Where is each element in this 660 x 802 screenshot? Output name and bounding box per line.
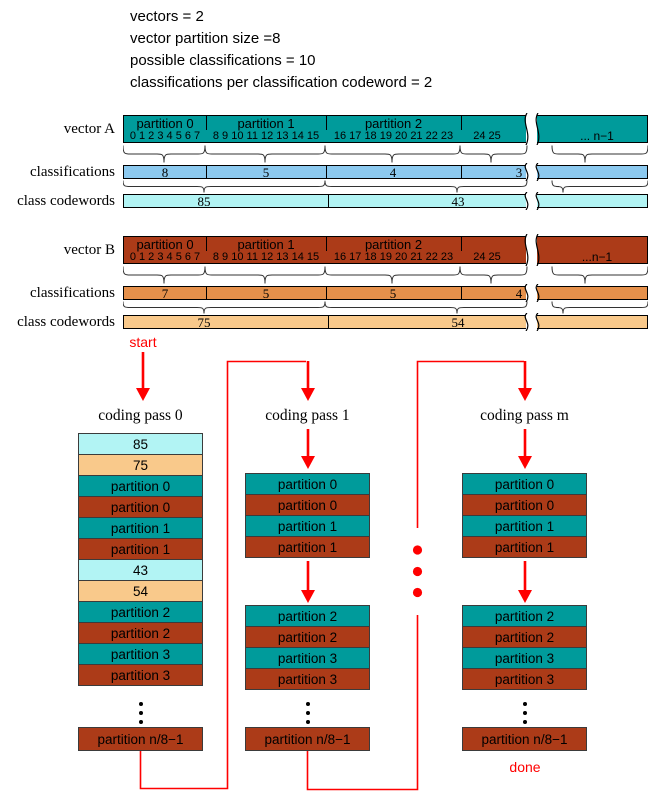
flow-arrow-down [300,361,316,401]
classifications-label-a: classifications [30,164,115,180]
partition-label: partition 0 [136,237,194,252]
codeword-value: 43 [451,194,465,209]
classification-value: 4 [515,286,523,301]
param-possible-classifications: possible classifications = 10 [130,52,316,69]
flow-box: partition 3 [462,668,587,690]
codeword-value: 54 [451,315,465,330]
class-codewords-label-b: class codewords [17,314,115,330]
classification-value: 4 [389,165,397,180]
flow-box: 54 [78,580,203,602]
vector-tail-label: ...n−1 [581,250,613,264]
vector-tail-label: ... n−1 [580,129,614,143]
codeword-value: 85 [197,194,211,209]
flow-box: partition 0 [245,473,370,495]
extra-sample-numbers: 24 25 [473,130,501,142]
flow-box: partition 1 [462,515,587,537]
partition-sample-numbers: 16 17 18 19 20 21 22 23 [333,251,454,263]
partition-label: partition 0 [136,116,194,131]
partition-label: partition 2 [364,237,423,252]
param-vectors: vectors = 2 [130,8,204,25]
classifications-label-b: classifications [30,285,115,301]
flow-box: partition 0 [245,494,370,516]
flow-box: partition 0 [78,496,203,518]
flow-box: partition 3 [78,664,203,686]
flow-box: partition 2 [245,626,370,648]
flow-box: partition 0 [78,475,203,497]
classification-value: 8 [161,165,169,180]
partition-label: partition 1 [237,237,295,252]
flow-box: partition 3 [462,647,587,669]
partition-sample-numbers: 8 9 10 11 12 13 14 15 [212,251,320,263]
coding-pass-1-group-0 [245,473,370,558]
vector-b-label: vector B [63,242,115,258]
flow-box: 85 [78,433,203,455]
flow-box: partition 1 [462,536,587,558]
flow-box: partition 1 [245,515,370,537]
coding-pass-1-group-1 [245,605,370,690]
flow-box: partition 2 [78,622,203,644]
flow-arrow-down [517,361,533,401]
partition-sample-numbers: 8 9 10 11 12 13 14 15 [212,130,320,142]
classification-value: 7 [161,286,169,301]
flow-arrow-down [517,561,533,603]
class-codewords-label-a: class codewords [17,193,115,209]
partition-sample-numbers: 0 1 2 3 4 5 6 7 [129,130,201,142]
partition-sample-numbers: 16 17 18 19 20 21 22 23 [333,130,454,142]
flow-box: partition 2 [462,605,587,627]
done-label: done [509,759,541,775]
pass-ellipsis-red-dot [413,567,422,576]
param-partition-size: vector partition size =8 [130,30,281,47]
partition-sample-numbers: 0 1 2 3 4 5 6 7 [129,251,201,263]
flow-arrow-down [135,352,151,401]
pass-ellipsis-red-dot [413,545,422,554]
flow-arrow-down [517,429,533,469]
flow-box: partition 3 [245,647,370,669]
flow-box: partition 1 [245,536,370,558]
start-label: start [129,334,157,350]
coding-pass-2-group-1 [462,605,587,690]
flow-box: partition 2 [245,605,370,627]
flow-box: partition 2 [462,626,587,648]
flow-box: 43 [78,559,203,581]
partition-label: partition 1 [237,116,295,131]
extra-sample-numbers: 24 25 [473,251,501,263]
coding-pass-title-2: coding pass m [480,407,569,424]
coding-pass-2-group-0 [462,473,587,558]
classification-value: 3 [515,165,523,180]
coding-pass-0-stack [78,433,203,686]
pass-ellipsis-red-dot [413,588,422,597]
classification-value: 5 [389,286,397,301]
classification-value: 5 [262,286,270,301]
partition-tail-box-0: partition n/8−1 [78,727,203,751]
flow-box: partition 2 [78,601,203,623]
partition-tail-box-1: partition n/8−1 [245,727,370,751]
flow-box: 75 [78,454,203,476]
flow-box: partition 1 [78,517,203,539]
flow-arrow-down [300,561,316,603]
codeword-value: 75 [197,315,211,330]
flow-box: partition 3 [78,643,203,665]
flow-box: partition 0 [462,494,587,516]
vector-a-label: vector A [63,121,115,137]
coding-pass-title-0: coding pass 0 [98,407,183,424]
flow-arrow-down [300,429,316,469]
flow-box: partition 1 [78,538,203,560]
flow-box: partition 0 [462,473,587,495]
classification-value: 5 [262,165,270,180]
partition-tail-box-2: partition n/8−1 [462,727,587,751]
flow-box: partition 3 [245,668,370,690]
param-classifications-per-codeword: classifications per classification codeword = 2 [130,74,433,91]
partition-label: partition 2 [364,116,423,131]
coding-pass-title-1: coding pass 1 [265,407,350,424]
